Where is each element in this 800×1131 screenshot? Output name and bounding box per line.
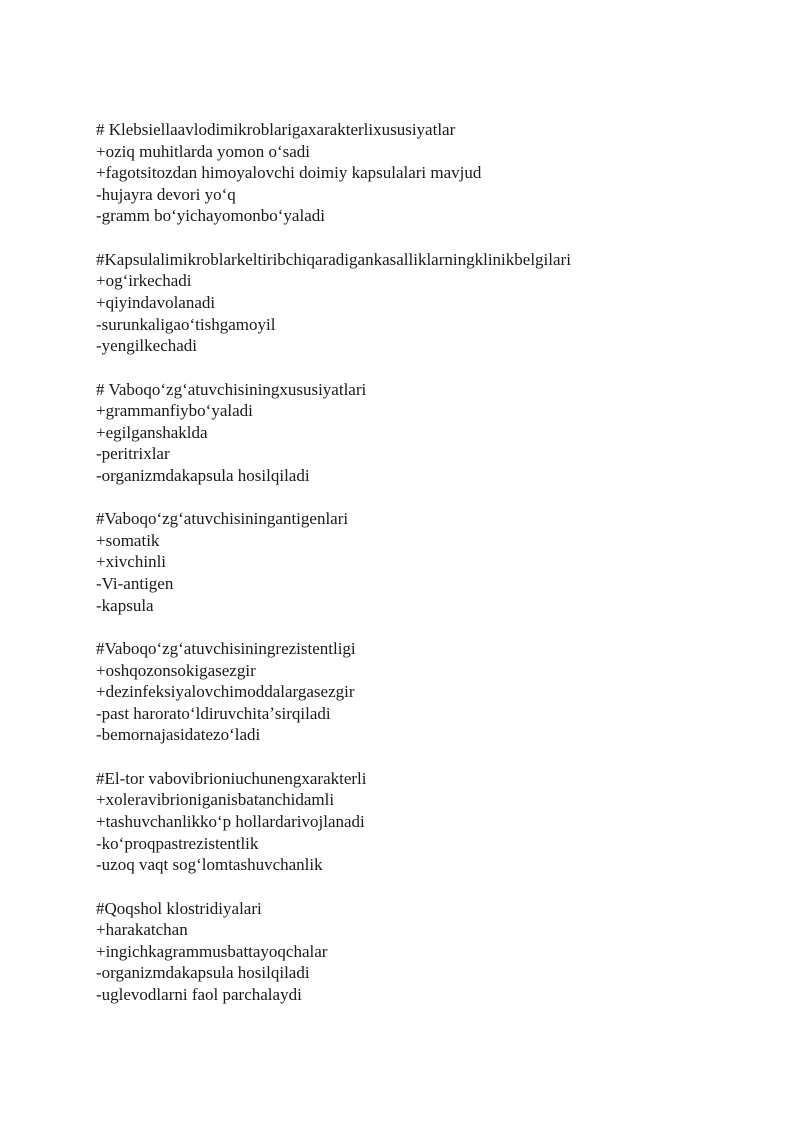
answer-option: +tashuvchanlikkoʻp hollardarivojlanadi: [96, 812, 365, 832]
question-block: [96, 379, 736, 487]
answer-option: -uzoq vaqt sogʻlomtashuvchanlik: [96, 855, 323, 875]
answer-option: -organizmdakapsula hosilqiladi: [96, 465, 310, 485]
answer-option: +grammanfiyboʻyaladi: [96, 401, 253, 421]
document-content: [96, 119, 736, 1027]
answer-option: -Vi-antigen: [96, 574, 174, 594]
question-title: # Klebsiellaavlodimikroblarigaxarakterlixususiyatlar: [96, 120, 456, 139]
answer-option: -bemornajasidatezoʻladi: [96, 725, 261, 745]
question-block: [96, 508, 736, 616]
answer-option: +egilganshaklda: [96, 422, 208, 442]
answer-option: +somatik: [96, 530, 160, 550]
answer-option: -kapsula: [96, 595, 154, 615]
question-block: [96, 898, 736, 1006]
question-block: [96, 119, 736, 227]
answer-option: -organizmdakapsula hosilqiladi: [96, 963, 310, 983]
answer-option: -koʻproqpastrezistentlik: [96, 833, 259, 853]
answer-option: +fagotsitozdan himoyalovchi doimiy kapsulalari mavjud: [96, 163, 482, 183]
answer-option: -yengilkechadi: [96, 336, 198, 356]
answer-option: +oshqozonsokigasezgir: [96, 660, 256, 680]
answer-option: -peritrixlar: [96, 444, 170, 464]
answer-option: +xivchinli: [96, 552, 167, 572]
question-title: #El-tor vabovibrioniuchunengxarakterli: [96, 768, 367, 788]
question-block: [96, 768, 736, 876]
answer-option: -gramm boʻyichayomonboʻyaladi: [96, 206, 325, 226]
answer-option: -past haroratoʻldiruvchitaʼsirqiladi: [96, 703, 331, 723]
question-block: [96, 249, 736, 357]
answer-option: +dezinfeksiyalovchimoddalargasezgir: [96, 682, 355, 702]
answer-option: +qiyindavolanadi: [96, 292, 216, 312]
answer-option: +ogʻirkechadi: [96, 271, 192, 291]
question-title: #Qoqshol klostridiyalari: [96, 898, 262, 918]
question-block: [96, 638, 736, 746]
question-title: #Vaboqoʻzgʻatuvchisiningrezistentligi: [96, 639, 356, 659]
answer-option: -uglevodlarni faol parchalaydi: [96, 984, 302, 1004]
answer-option: -hujayra devori yoʻq: [96, 184, 236, 204]
answer-option: +harakatchan: [96, 920, 188, 940]
question-title: # Vaboqoʻzgʻatuvchisiningxususiyatlari: [96, 379, 367, 399]
question-title: #Vaboqoʻzgʻatuvchisiningantigenlari: [96, 509, 349, 529]
answer-option: +oziq muhitlarda yomon oʻsadi: [96, 141, 311, 161]
answer-option: -surunkaligaoʻtishgamoyil: [96, 314, 276, 334]
answer-option: +xoleravibrioniganisbatanchidamli: [96, 790, 335, 810]
answer-option: +ingichkagrammusbattayoqchalar: [96, 941, 328, 961]
question-title: #Kapsulalimikroblarkeltiribchiqaradigankasalliklarningklinikbelgilari: [96, 249, 571, 269]
